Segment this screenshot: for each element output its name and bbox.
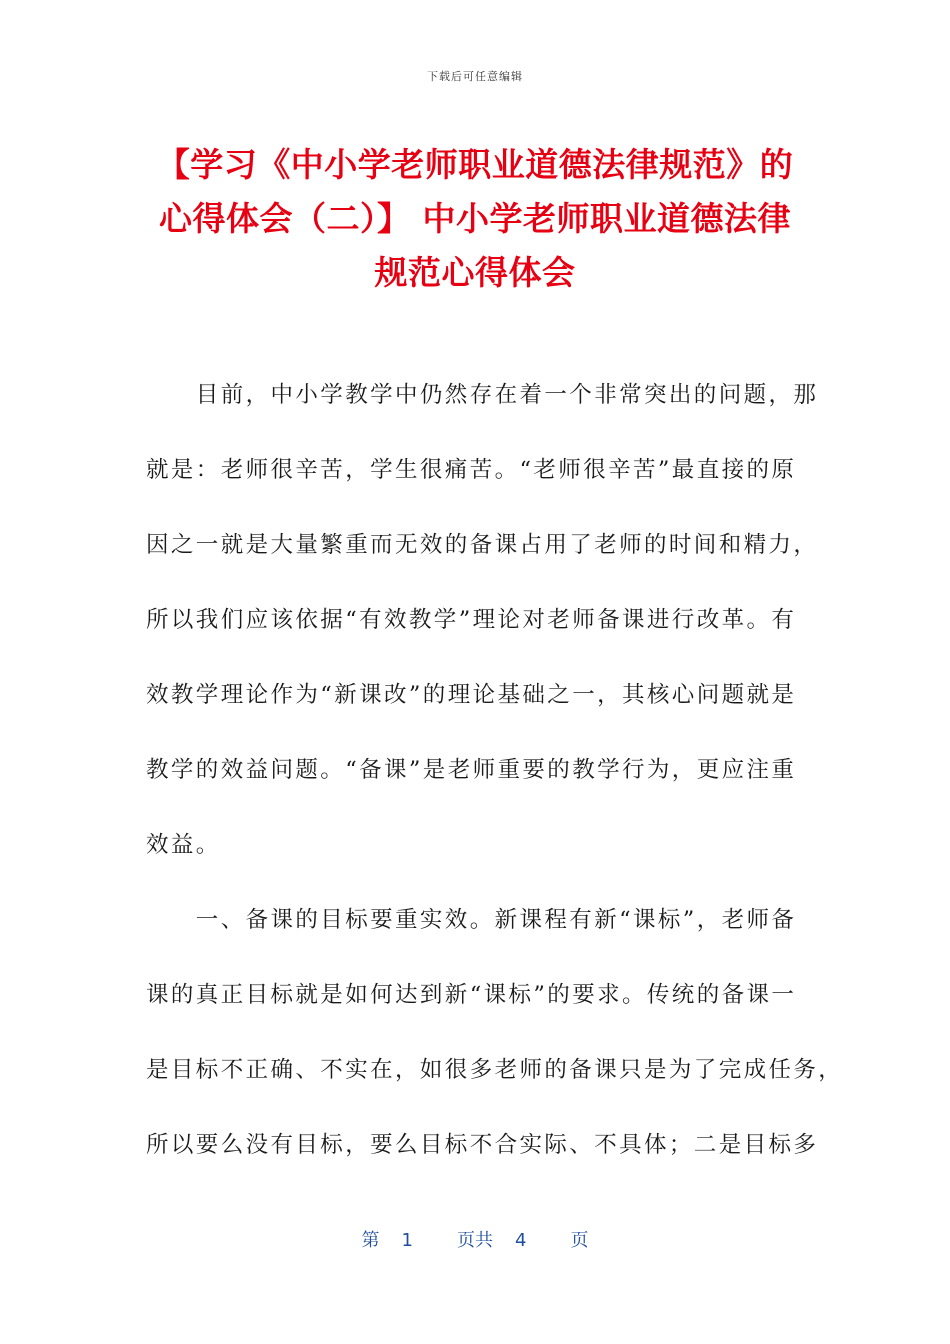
title-line: 规范心得体会 bbox=[374, 253, 576, 292]
body-line: 效益。 bbox=[146, 832, 221, 858]
body-line: 所以要么没有目标，要么目标不合实际、不具体；二是目标多 bbox=[146, 1132, 819, 1158]
body-line: 一、备课的目标要重实效。新课程有新“课标”，老师备 bbox=[146, 907, 797, 933]
footer-suffix: 页 bbox=[570, 1230, 589, 1251]
body-line: 就是：老师很辛苦，学生很痛苦。“老师很辛苦”最直接的原 bbox=[146, 457, 797, 483]
title-line: 心得体会（二）】 中小学老师职业道德法律 bbox=[159, 199, 791, 238]
body-line: 因之一就是大量繁重而无效的备课占用了老师的时间和精力， bbox=[146, 532, 819, 558]
footer-middle: 页共 bbox=[457, 1230, 493, 1251]
body-line: 是目标不正确、不实在，如很多老师的备课只是为了完成任务， bbox=[146, 1057, 844, 1083]
document-title bbox=[140, 138, 810, 300]
title-line: 【学习《中小学老师职业道德法律规范》的 bbox=[156, 145, 794, 184]
body-line: 教学的效益问题。“备课”是老师重要的教学行为，更应注重 bbox=[146, 757, 797, 783]
page-footer bbox=[0, 1226, 950, 1252]
body-line: 目前，中小学教学中仍然存在着一个非常突出的问题，那 bbox=[146, 382, 819, 408]
body-line: 效教学理论作为“新课改”的理论基础之一，其核心问题就是 bbox=[146, 682, 797, 708]
footer-prefix: 第 bbox=[361, 1230, 380, 1251]
body-line: 所以我们应该依据“有效教学”理论对老师备课进行改革。有 bbox=[146, 607, 797, 633]
header-note: 下载后可任意编辑 bbox=[427, 70, 523, 83]
body-line: 课的真正目标就是如何达到新“课标”的要求。传统的备课一 bbox=[146, 982, 797, 1008]
body-text bbox=[146, 370, 844, 1195]
footer-page-number: 1 bbox=[401, 1230, 413, 1251]
footer-total-pages: 4 bbox=[515, 1230, 527, 1251]
